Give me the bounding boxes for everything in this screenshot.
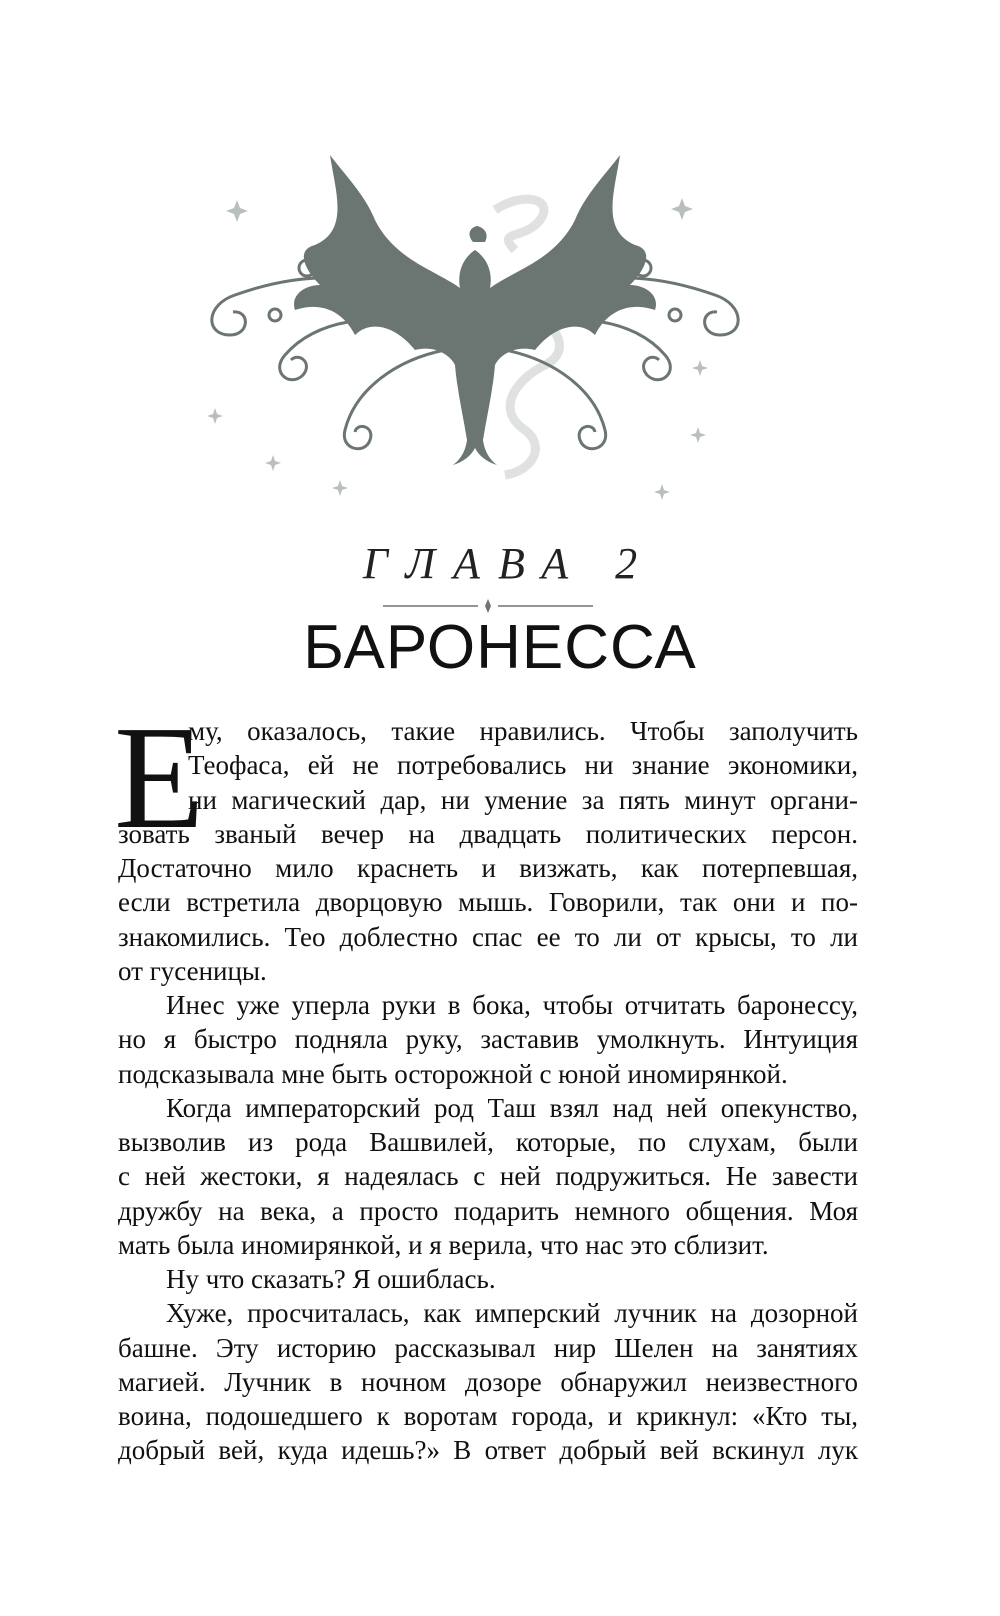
text-line: воина, подошедшего к воротам города, и крикнул: «Кто ты,: [118, 1401, 858, 1431]
text-line: добрый вей, куда идешь?» В ответ добрый вей вскинул лук: [118, 1435, 858, 1466]
text-line: зовать званый вечер на двадцать политических персон.: [118, 818, 858, 849]
text-line: магией. Лучник в ночном дозоре обнаружил неизвестного: [118, 1366, 858, 1397]
body-text: [114, 696, 858, 1468]
text-line: Теофаса, ей не потребовались ни знание экономики,: [188, 750, 858, 781]
text-line: Хуже, просчиталась, как имперский лучник на дозорной: [166, 1298, 858, 1329]
dragon-emblem: [195, 150, 755, 510]
paragraph: [118, 1091, 858, 1262]
drop-cap: Е: [114, 696, 205, 860]
text-line: Инес уже уперла руки в бока, чтобы отчитать баронессу,: [166, 990, 858, 1020]
text-line: Когда императорский род Таш взял над ней опекунство,: [166, 1092, 858, 1123]
text-line: дружбу на века, а просто подарить немного общения. Моя: [118, 1195, 858, 1226]
text-line: Достаточно мило краснеть и визжать, как потерпевшая,: [118, 853, 858, 883]
text-line: знакомились. Тео доблестно спас ее то ли от крысы, то ли: [118, 921, 858, 952]
chapter-label: ГЛАВА 2: [362, 539, 656, 588]
paragraph: [118, 714, 858, 988]
chapter-title: БАРОНЕССА: [303, 613, 697, 682]
text-line: башне. Эту историю рассказывал нир Шелен на занятиях: [118, 1332, 858, 1363]
text-line: му, оказалось, такие нравились. Чтобы заполучить: [188, 716, 858, 746]
text-line: подсказывала мне быть осторожной с юной иномирянкой.: [118, 1058, 788, 1089]
paragraph: [118, 988, 858, 1091]
paragraph: [118, 1262, 858, 1296]
text-line: ни магический дар, ни умение за пять минут органи-: [188, 784, 858, 815]
text-line: Ну что сказать? Я ошиблась.: [166, 1264, 496, 1294]
text-line: если встретила дворцовую мышь. Говорили, так они и по-: [118, 887, 858, 918]
text-line: вызволив из рода Вашвилей, которые, по слухам, были: [118, 1127, 858, 1157]
text-line: но я быстро подняла руку, заставив умолкнуть. Интуиция: [118, 1024, 858, 1055]
text-line: от гусеницы.: [118, 955, 267, 986]
text-line: мать была иномирянкой, и я верила, что нас это сблизит.: [118, 1229, 769, 1260]
text-line: с ней жестоки, я надеялась с ней подружиться. Не завести: [118, 1161, 858, 1192]
paragraph: [118, 1296, 858, 1467]
